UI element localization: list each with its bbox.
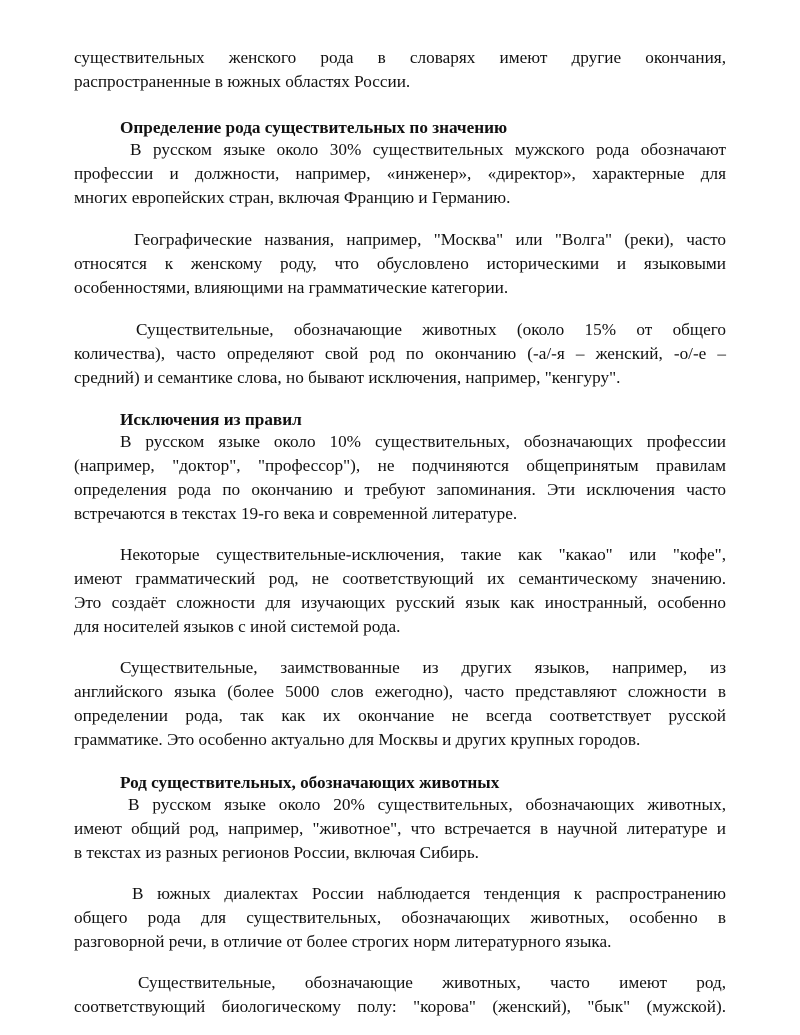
paragraph-line: в текстах из разных регионов России, включая Сибирь.	[74, 843, 479, 862]
paragraph-line: определении рода, так как их окончание не всегда соответствует русской	[74, 706, 726, 725]
paragraph-line: средний) и семантике слова, но бывают исключения, например, "кенгуру".	[74, 368, 621, 387]
paragraph-line: Это создаёт сложности для изучающих русский язык как иностранный, особенно	[74, 593, 726, 612]
paragraph-line: Существительные, обозначающие животных (около 15% от общего	[136, 320, 726, 339]
paragraph-line: имеют общий род, например, "животное", что встречается в научной литературе и	[74, 819, 726, 838]
paragraph-line: общего рода для существительных, обозначающих животных, особенно в	[74, 908, 726, 927]
paragraph-line: Географические названия, например, "Москва" или "Волга" (реки), часто	[134, 230, 726, 249]
paragraph-line: Существительные, обозначающие животных, часто имеют род,	[138, 973, 726, 992]
paragraph-line: (например, "доктор", "профессор"), не подчиняются общепринятым правилам	[74, 456, 726, 475]
section-heading: Род существительных, обозначающих животных	[120, 773, 500, 792]
paragraph-line: многих европейских стран, включая Францию и Германию.	[74, 188, 511, 207]
paragraph-line: количества), часто определяют свой род по окончанию (-а/-я – женский, -о/-е –	[74, 344, 726, 363]
paragraph-line: особенностями, влияющими на грамматические категории.	[74, 278, 509, 297]
paragraph-line: Существительные, заимствованные из других языков, например, из	[120, 658, 726, 677]
paragraph-line: встречаются в текстах 19-го века и современной литературе.	[74, 504, 518, 523]
paragraph-line: для носителей языков с иной системой рода.	[74, 617, 401, 636]
paragraph-line: В южных диалектах России наблюдается тенденция к распространению	[132, 884, 726, 903]
section-heading: Исключения из правил	[120, 410, 302, 429]
section-heading: Определение рода существительных по значению	[120, 118, 508, 137]
paragraph-line: профессии и должности, например, «инженер», «директор», характерные для	[74, 164, 726, 183]
paragraph-line: относятся к женскому роду, что обусловлено историческими и языковыми	[74, 254, 726, 273]
paragraph-line: имеют грамматический род, не соответствующий их семантическому значению.	[74, 569, 726, 588]
paragraph-line: английского языка (более 5000 слов ежегодно), часто представляют сложности в	[74, 682, 726, 701]
paragraph-line: существительных женского рода в словарях имеют другие окончания,	[74, 48, 726, 67]
paragraph-line: В русском языке около 30% существительных мужского рода обозначают	[130, 140, 726, 159]
paragraph-line: разговорной речи, в отличие от более строгих норм литературного языка.	[74, 932, 612, 951]
paragraph-line: В русском языке около 10% существительных, обозначающих профессии	[120, 432, 726, 451]
paragraph-line: определения рода по окончанию и требуют запоминания. Эти исключения часто	[74, 480, 726, 499]
paragraph-line: распространенные в южных областях России.	[74, 72, 411, 91]
paragraph-line: В русском языке около 20% существительных, обозначающих животных,	[128, 795, 726, 814]
paragraph-line: Некоторые существительные-исключения, такие как "какао" или "кофе",	[120, 545, 726, 564]
paragraph-line: грамматике. Это особенно актуально для Москвы и других крупных городов.	[74, 730, 641, 749]
paragraph-line: соответствующий биологическому полу: "корова" (женский), "бык" (мужской).	[74, 997, 726, 1016]
